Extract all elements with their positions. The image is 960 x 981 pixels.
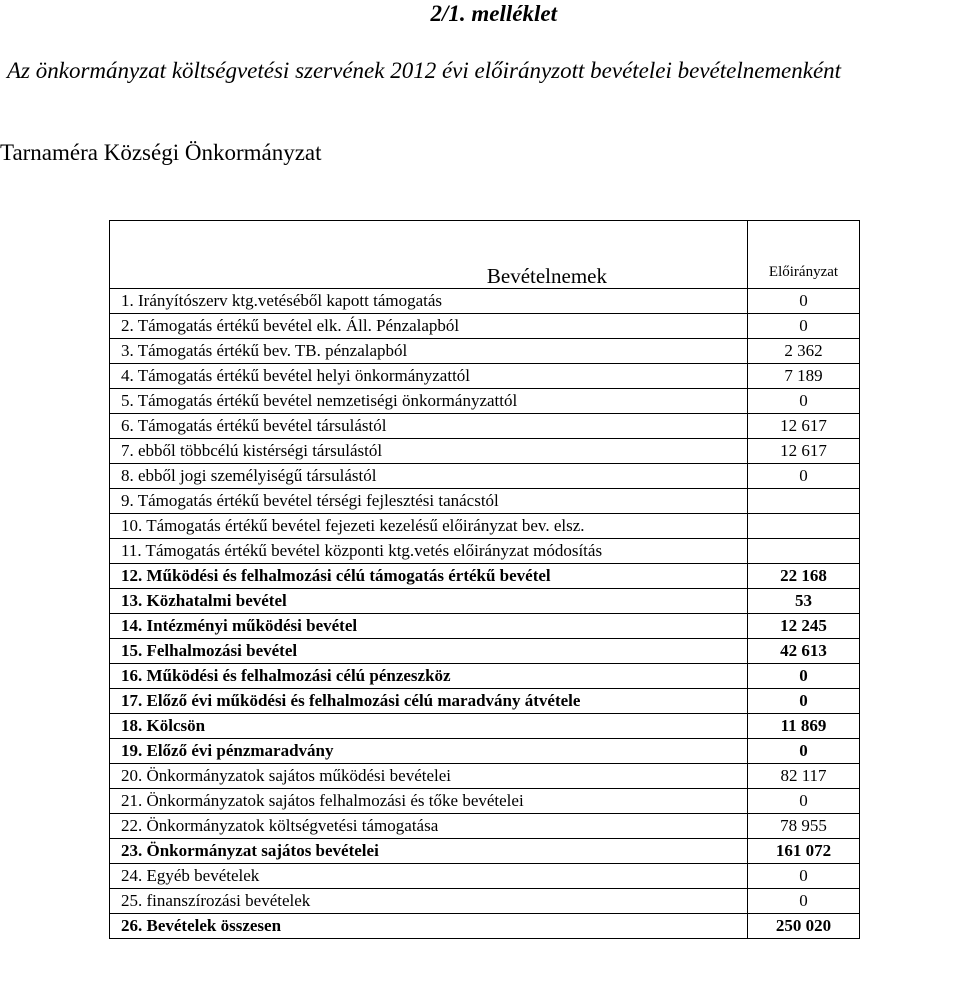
annex-label: 2/1. melléklet [430,1,557,26]
row-value: 78 955 [748,814,860,839]
row-label: 1. Irányítószerv ktg.vetéséből kapott támogatás [110,289,748,314]
row-value: 0 [748,389,860,414]
row-value: 250 020 [748,914,860,939]
row-value: 0 [748,689,860,714]
row-label: 12. Működési és felhalmozási célú támogatás értékű bevétel [110,564,748,589]
table-row [110,364,860,389]
row-value [748,539,860,564]
row-label: 19. Előző évi pénzmaradvány [110,739,748,764]
row-label: 18. Kölcsön [110,714,748,739]
row-label: 23. Önkormányzat sajátos bevételei [110,839,748,864]
row-value: 82 117 [748,764,860,789]
row-value: 0 [748,739,860,764]
table-row [110,589,860,614]
table-row [110,639,860,664]
row-value [748,514,860,539]
row-label: 17. Előző évi működési és felhalmozási célú maradvány átvétele [110,689,748,714]
row-value: 11 869 [748,714,860,739]
row-label: 24. Egyéb bevételek [110,864,748,889]
row-value: 22 168 [748,564,860,589]
table-row [110,839,860,864]
row-label: 7. ebből többcélú kistérségi társulástól [110,439,748,464]
row-label: 22. Önkormányzatok költségvetési támogatása [110,814,748,839]
row-label: 20. Önkormányzatok sajátos működési bevételei [110,764,748,789]
row-label: 8. ebből jogi személyiségű társulástól [110,464,748,489]
table-row [110,789,860,814]
row-value: 0 [748,664,860,689]
row-label: 21. Önkormányzatok sajátos felhalmozási és tőke bevételei [110,789,748,814]
row-label: 3. Támogatás értékű bev. TB. pénzalapból [110,339,748,364]
row-value: 12 617 [748,439,860,464]
table-row [110,389,860,414]
table-row [110,564,860,589]
table-row [110,864,860,889]
row-label: 6. Támogatás értékű bevétel társulástól [110,414,748,439]
table-row [110,464,860,489]
row-value: 0 [748,289,860,314]
row-label: 5. Támogatás értékű bevétel nemzetiségi önkormányzattól [110,389,748,414]
table-row [110,289,860,314]
row-label: 9. Támogatás értékű bevétel térségi fejlesztési tanácstól [110,489,748,514]
row-label: 10. Támogatás értékű bevétel fejezeti kezelésű előirányzat bev. elsz. [110,514,748,539]
row-value: 12 245 [748,614,860,639]
row-value: 7 189 [748,364,860,389]
row-value: 0 [748,789,860,814]
row-label: 26. Bevételek összesen [110,914,748,939]
row-label: 25. finanszírozási bevételek [110,889,748,914]
table-header-row [110,221,860,289]
organization-name: Tarnaméra Községi Önkormányzat [0,140,322,165]
table-row [110,889,860,914]
table-row [110,539,860,564]
table-row [110,664,860,689]
table-row [110,914,860,939]
table-row [110,689,860,714]
row-value: 0 [748,464,860,489]
row-value: 0 [748,314,860,339]
row-label: 16. Működési és felhalmozási célú pénzeszköz [110,664,748,689]
revenue-table-body [110,221,860,939]
header-appropriation: Előirányzat [748,221,860,289]
row-value: 161 072 [748,839,860,864]
row-value: 12 617 [748,414,860,439]
table-row [110,439,860,464]
row-value: 53 [748,589,860,614]
row-label: 14. Intézményi működési bevétel [110,614,748,639]
table-row [110,489,860,514]
row-label: 4. Támogatás értékű bevétel helyi önkormányzattól [110,364,748,389]
header-revenue-types: Bevételnemek [110,221,748,289]
row-label: 2. Támogatás értékű bevétel elk. Áll. Pénzalapból [110,314,748,339]
table-row [110,814,860,839]
row-label: 11. Támogatás értékű bevétel központi ktg.vetés előirányzat módosítás [110,539,748,564]
row-value: 2 362 [748,339,860,364]
table-row [110,614,860,639]
row-value [748,489,860,514]
row-value: 42 613 [748,639,860,664]
page-title: Az önkormányzat költségvetési szervének 2012 évi előirányzott bevételei bevételnemenként [7,58,842,83]
row-value: 0 [748,864,860,889]
row-label: 13. Közhatalmi bevétel [110,589,748,614]
revenue-table [109,220,860,939]
table-row [110,414,860,439]
table-row [110,514,860,539]
row-value: 0 [748,889,860,914]
table-row [110,339,860,364]
row-label: 15. Felhalmozási bevétel [110,639,748,664]
table-row [110,714,860,739]
table-row [110,739,860,764]
table-row [110,314,860,339]
table-row [110,764,860,789]
